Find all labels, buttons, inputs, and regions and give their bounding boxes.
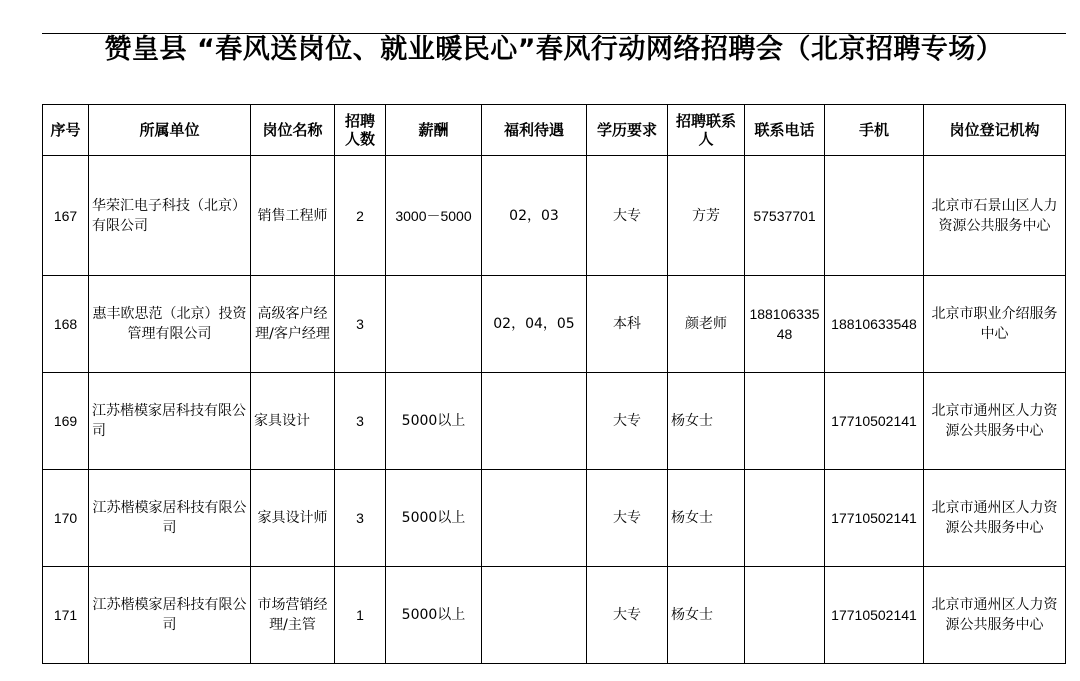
cell-education: 大专 — [587, 470, 668, 567]
cell-registry: 北京市通州区人力资源公共服务中心 — [924, 567, 1066, 664]
cell-registry: 北京市职业介绍服务中心 — [924, 276, 1066, 373]
cell-benefits — [482, 567, 587, 664]
header-cell-benefits: 福利待遇 — [482, 105, 587, 156]
table-row — [43, 373, 1066, 470]
table-row — [43, 276, 1066, 373]
cell-headcount: 1 — [335, 567, 386, 664]
cell-education: 大专 — [587, 373, 668, 470]
cell-mobile: 17710502141 — [825, 470, 924, 567]
recruitment-table — [42, 104, 1066, 664]
header-cell-contact: 招聘联系人 — [668, 105, 745, 156]
cell-contact: 方芳 — [668, 156, 745, 276]
cell-education: 大专 — [587, 567, 668, 664]
cell-benefits: 02，04，05 — [482, 276, 587, 373]
document-title: 赞皇县 “春风送岗位、就业暖民心”春风行动网络招聘会（北京招聘专场） — [104, 34, 1004, 65]
cell-mobile: 18810633548 — [825, 276, 924, 373]
cell-company: 江苏楷模家居科技有限公司 — [89, 373, 251, 470]
header-cell-registry: 岗位登记机构 — [924, 105, 1066, 156]
header-cell-index: 序号 — [43, 105, 89, 156]
cell-mobile: 17710502141 — [825, 373, 924, 470]
cell-headcount: 3 — [335, 276, 386, 373]
cell-phone: 18810633548 — [745, 276, 825, 373]
cell-phone: 57537701 — [745, 156, 825, 276]
table-row — [43, 156, 1066, 276]
cell-position: 高级客户经理/客户经理 — [251, 276, 335, 373]
header-cell-position: 岗位名称 — [251, 105, 335, 156]
cell-salary: 5000以上 — [386, 373, 482, 470]
header-cell-headcount: 招聘人数 — [335, 105, 386, 156]
cell-education: 本科 — [587, 276, 668, 373]
header-cell-salary: 薪酬 — [386, 105, 482, 156]
cell-contact: 杨女士 — [668, 470, 745, 567]
cell-contact: 杨女士 — [668, 373, 745, 470]
cell-registry: 北京市石景山区人力资源公共服务中心 — [924, 156, 1066, 276]
cell-headcount: 3 — [335, 470, 386, 567]
cell-benefits: 02，03 — [482, 156, 587, 276]
cell-benefits — [482, 470, 587, 567]
header-row — [43, 105, 1066, 156]
cell-phone — [745, 567, 825, 664]
table-row — [43, 470, 1066, 567]
header-cell-phone: 联系电话 — [745, 105, 825, 156]
cell-phone — [745, 373, 825, 470]
cell-index: 170 — [43, 470, 89, 567]
cell-index: 169 — [43, 373, 89, 470]
cell-contact: 颜老师 — [668, 276, 745, 373]
cell-headcount: 3 — [335, 373, 386, 470]
cell-salary: 5000以上 — [386, 567, 482, 664]
cell-mobile: 17710502141 — [825, 567, 924, 664]
cell-position: 家具设计师 — [251, 470, 335, 567]
cell-registry: 北京市通州区人力资源公共服务中心 — [924, 470, 1066, 567]
cell-registry: 北京市通州区人力资源公共服务中心 — [924, 373, 1066, 470]
cell-position: 家具设计 — [251, 373, 335, 470]
cell-salary: 5000以上 — [386, 470, 482, 567]
cell-benefits — [482, 373, 587, 470]
cell-headcount: 2 — [335, 156, 386, 276]
cell-index: 171 — [43, 567, 89, 664]
cell-index: 168 — [43, 276, 89, 373]
cell-phone — [745, 470, 825, 567]
cell-salary — [386, 276, 482, 373]
cell-company: 江苏楷模家居科技有限公司 — [89, 567, 251, 664]
header-cell-company: 所属单位 — [89, 105, 251, 156]
cell-company: 江苏楷模家居科技有限公司 — [89, 470, 251, 567]
header-cell-education: 学历要求 — [587, 105, 668, 156]
cell-contact: 杨女士 — [668, 567, 745, 664]
cell-company: 惠丰欧思范（北京）投资管理有限公司 — [89, 276, 251, 373]
cell-education: 大专 — [587, 156, 668, 276]
cell-salary: 3000－5000 — [386, 156, 482, 276]
cell-position: 市场营销经理/主管 — [251, 567, 335, 664]
table-row — [43, 567, 1066, 664]
cell-mobile — [825, 156, 924, 276]
cell-index: 167 — [43, 156, 89, 276]
cell-company: 华荣汇电子科技（北京）有限公司 — [89, 156, 251, 276]
header-cell-mobile: 手机 — [825, 105, 924, 156]
cell-position: 销售工程师 — [251, 156, 335, 276]
